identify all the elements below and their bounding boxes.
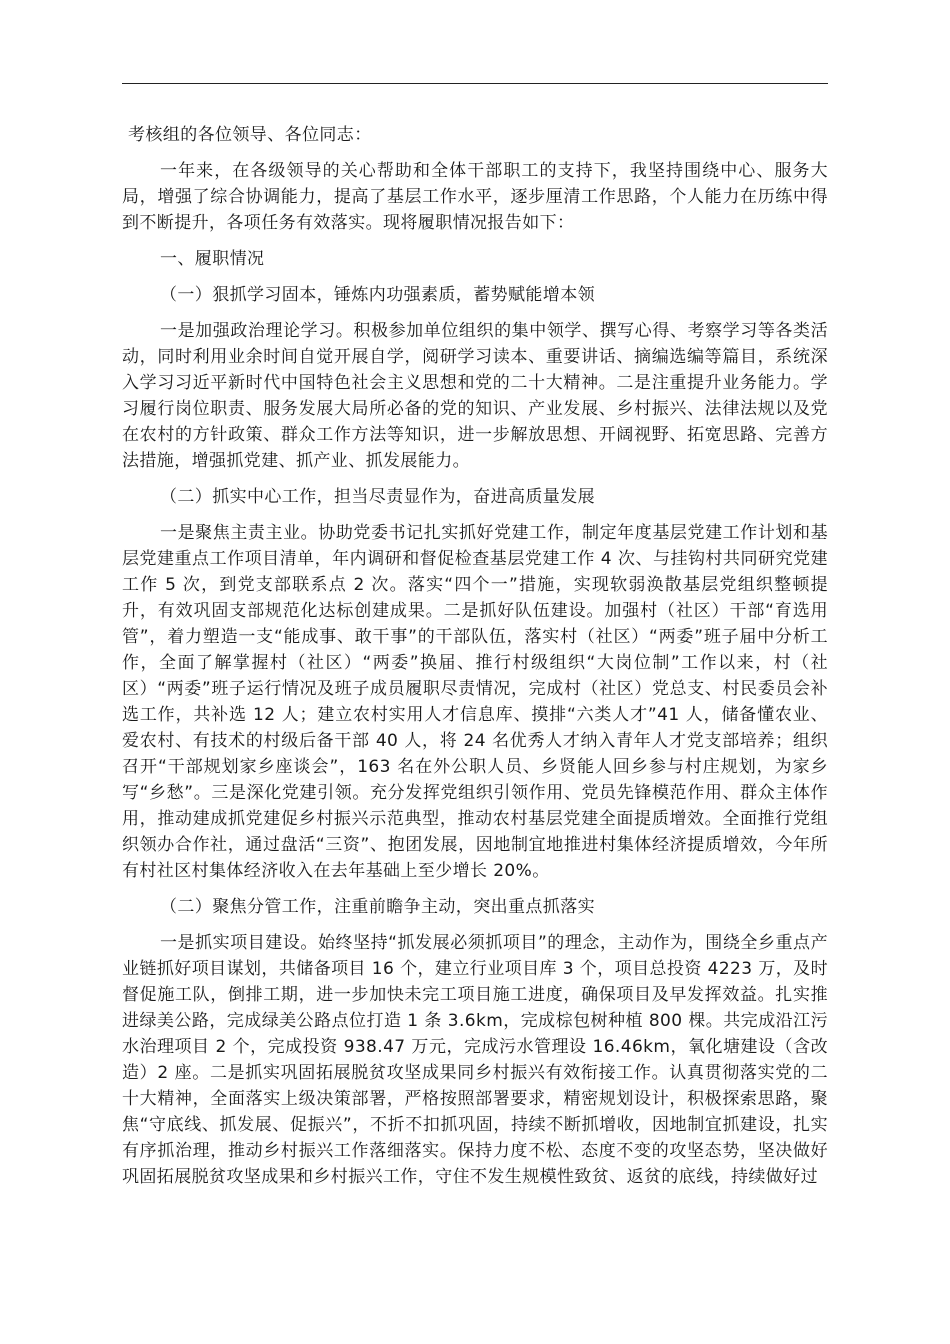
intro-paragraph: 一年来，在各级领导的关心帮助和全体干部职工的支持下，我坚持围绕中心、服务大局，增强了综合协调能力，提高了基层工作水平，逐步厘清工作思路，个人能力在历练中得到不断提升，各项任务有效落实。现将履职情况报告如下： — [122, 161, 828, 233]
body-paragraph: 一是聚焦主责主业。协助党委书记扎实抓好党建工作，制定年度基层党建工作计划和基层党建重点工作项目清单，年内调研和督促检查基层党建工作 4 次、与挂钩村共同研究党建工作 5 次，到党支部联系点 2 次。落实“四个一”措施，实现软弱涣散基层党组织整顿提升，有效巩固支部规范化达标创建成果。二是抓好队伍建设。加强村（社区）干部“育选用管”，着力塑造一支“能成事、敢干事”的干部队伍，落实村（社区）“两委”班子届中分析工作，全面了解掌握村（社区）“两委”换届、推行村级组织“大岗位制”工作以来，村（社区）“两委”班子运行情况及班子成员履职尽责情况，完成村（社区）党总支、村民委员会补选工作，共补选 12 人；建立农村实用人才信息库、摸排“六类人才”41 人，储备懂农业、爱农村、有技术的村级后备干部 40 人，将 24 名优秀人才纳入青年人才党支部培养；组织召开“干部规划家乡座谈会”，163 名在外公职人员、乡贤能人回乡参与村庄规划，为家乡写“乡愁”。三是深化党建引领。充分发挥党组织引领作用、党员先锋模范作用、群众主体作用，推动建成抓党建促乡村振兴示范典型，推动农村基层党建全面提质增效。全面推行党组织领办合作社，通过盘活“三资”、抱团发展，因地制宜地推进村集体经济提质增效，今年所有村社区村集体经济收入在去年基础上至少增长 20%。 — [122, 523, 828, 881]
section-heading: 一、履职情况 — [160, 249, 265, 269]
subsection-heading: （二）聚焦分管工作，注重前瞻争主动，突出重点抓落实 — [160, 897, 595, 917]
document-body — [122, 122, 828, 1200]
subsection-heading: （一）狠抓学习固本，锤炼内功强素质，蓄势赋能增本领 — [160, 285, 595, 305]
header-rule — [122, 83, 828, 84]
salutation: 考核组的各位领导、各位同志： — [128, 125, 372, 145]
subsection-heading: （二）抓实中心工作，担当尽责显作为，奋进高质量发展 — [160, 487, 595, 507]
body-paragraph: 一是加强政治理论学习。积极参加单位组织的集中领学、撰写心得、考察学习等各类活动，同时利用业余时间自觉开展自学，阅研学习读本、重要讲话、摘编选编等篇目，系统深入学习习近平新时代中国特色社会主义思想和党的二十大精神。二是注重提升业务能力。学习履行岗位职责、服务发展大局所必备的党的知识、产业发展、乡村振兴、法律法规以及党在农村的方针政策、群众工作方法等知识，进一步解放思想、开阔视野、拓宽思路、完善方法措施，增强抓党建、抓产业、抓发展能力。 — [122, 321, 828, 471]
body-paragraph: 一是抓实项目建设。始终坚持“抓发展必须抓项目”的理念，主动作为，围绕全乡重点产业链抓好项目谋划，共储备项目 16 个，建立行业项目库 3 个，项目总投资 4223 万，及时督促施工队，倒排工期，进一步加快未完工项目施工进度，确保项目及早发挥效益。扎实推进绿美公路，完成绿美公路点位打造 1 条 3.6km，完成棕包树种植 800 棵。共完成沿江污水治理项目 2 个，完成投资 938.47 万元，完成污水管理设 16.46km，氧化塘建设（含改造）2 座。二是抓实巩固拓展脱贫攻坚成果同乡村振兴有效衔接工作。认真贯彻落实党的二十大精神，全面落实上级决策部署，严格按照部署要求，精密规划设计，积极探索思路，聚焦“守底线、抓发展、促振兴”，不折不扣抓巩固，持续不断抓增收，因地制宜抓建设，扎实有序抓治理，推动乡村振兴工作落细落实。保持力度不松、态度不变的攻坚态势，坚决做好巩固拓展脱贫攻坚成果和乡村振兴工作，守住不发生规模性致贫、返贫的底线，持续做好过 — [122, 933, 828, 1187]
